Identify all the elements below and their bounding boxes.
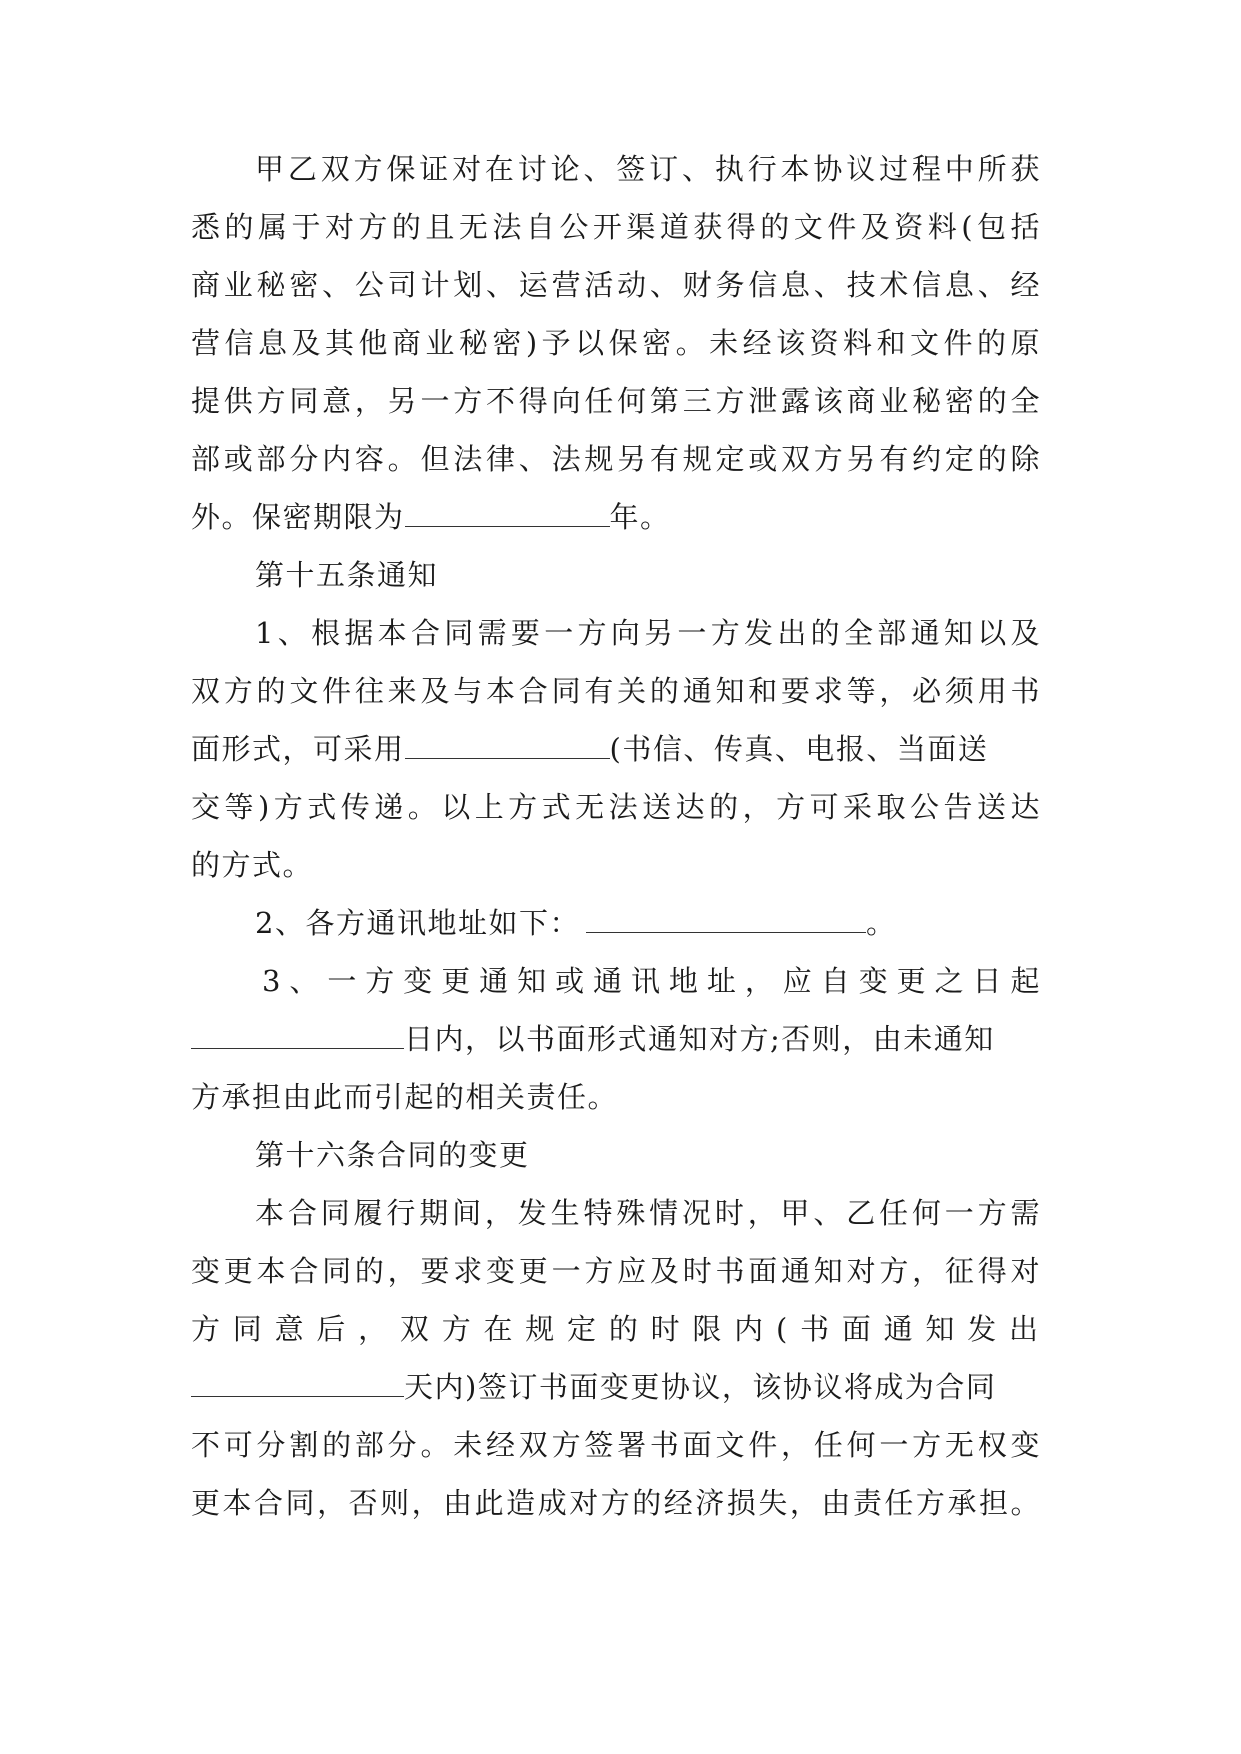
confidentiality-line-3: 商业秘密、公司计划、运营活动、财务信息、技术信息、经 bbox=[191, 268, 1041, 302]
confidentiality-line-1: 甲乙双方保证对在讨论、签订、执行本协议过程中所获 bbox=[255, 152, 1041, 186]
confidentiality-line-7 bbox=[191, 488, 1041, 546]
confidentiality-line-6: 部或部分内容。但法律、法规另有规定或双方另有约定的除 bbox=[191, 442, 1041, 476]
address-blank bbox=[586, 902, 866, 933]
article-15-item-1-line-1: 1、根据本合同需要一方向另一方发出的全部通知以及 bbox=[255, 616, 1041, 650]
article-16-heading: 第十六条合同的变更 bbox=[255, 1138, 530, 1172]
amendment-days-text: 天内)签订书面变更协议，该协议将成为合同 bbox=[404, 1370, 997, 1404]
address-label: 2、各方通讯地址如下： bbox=[255, 906, 580, 940]
confidentiality-line-2: 悉的属于对方的且无法自公开渠道获得的文件及资料(包括 bbox=[191, 210, 1041, 244]
change-days-blank bbox=[191, 1018, 404, 1049]
article-16-line-2: 变更本合同的，要求变更一方应及时书面通知对方，征得对 bbox=[191, 1254, 1041, 1288]
amendment-days-blank bbox=[191, 1366, 404, 1397]
confidentiality-term-unit: 年。 bbox=[609, 500, 671, 534]
article-15-item-3-line-1: 3、一方变更通知或通讯地址，应自变更之日起 bbox=[262, 964, 1041, 998]
change-days-text: 日内，以书面形式通知对方;否则，由未通知 bbox=[404, 1022, 995, 1056]
article-15-item-1-line-5: 的方式。 bbox=[191, 848, 314, 882]
article-16-line-5: 不可分割的部分。未经双方签署书面文件，任何一方无权变 bbox=[191, 1428, 1041, 1462]
article-15-item-1-line-4: 交等)方式传递。以上方式无法送达的，方可采取公告送达 bbox=[191, 790, 1041, 824]
confidentiality-term-blank bbox=[405, 496, 610, 527]
article-16-line-6: 更本合同，否则，由此造成对方的经济损失，由责任方承担。 bbox=[191, 1486, 1041, 1520]
article-16-line-3: 方同意后，双方在规定的时限内(书面通知发出 bbox=[191, 1312, 1041, 1346]
confidentiality-line-5: 提供方同意，另一方不得向任何第三方泄露该商业秘密的全 bbox=[191, 384, 1041, 418]
notice-method-label: 面形式，可采用 bbox=[191, 732, 405, 766]
confidentiality-term-label: 外。保密期限为 bbox=[191, 500, 405, 534]
confidentiality-line-4: 营信息及其他商业秘密)予以保密。未经该资料和文件的原 bbox=[191, 326, 1041, 360]
address-end: 。 bbox=[865, 906, 897, 940]
notice-method-options: (书信、传真、电报、当面送 bbox=[609, 732, 989, 766]
article-16-line-4 bbox=[191, 1358, 1041, 1416]
article-15-item-2 bbox=[255, 894, 1041, 952]
notice-method-blank bbox=[405, 728, 610, 759]
article-15-item-1-line-2: 双方的文件往来及与本合同有关的通知和要求等，必须用书 bbox=[191, 674, 1041, 708]
article-15-item-3-line-2 bbox=[191, 1010, 1041, 1068]
article-15-heading: 第十五条通知 bbox=[255, 558, 439, 592]
article-15-item-1-line-3 bbox=[191, 720, 1041, 778]
article-16-line-1: 本合同履行期间，发生特殊情况时，甲、乙任何一方需 bbox=[255, 1196, 1041, 1230]
article-15-item-3-line-3: 方承担由此而引起的相关责任。 bbox=[191, 1080, 619, 1114]
